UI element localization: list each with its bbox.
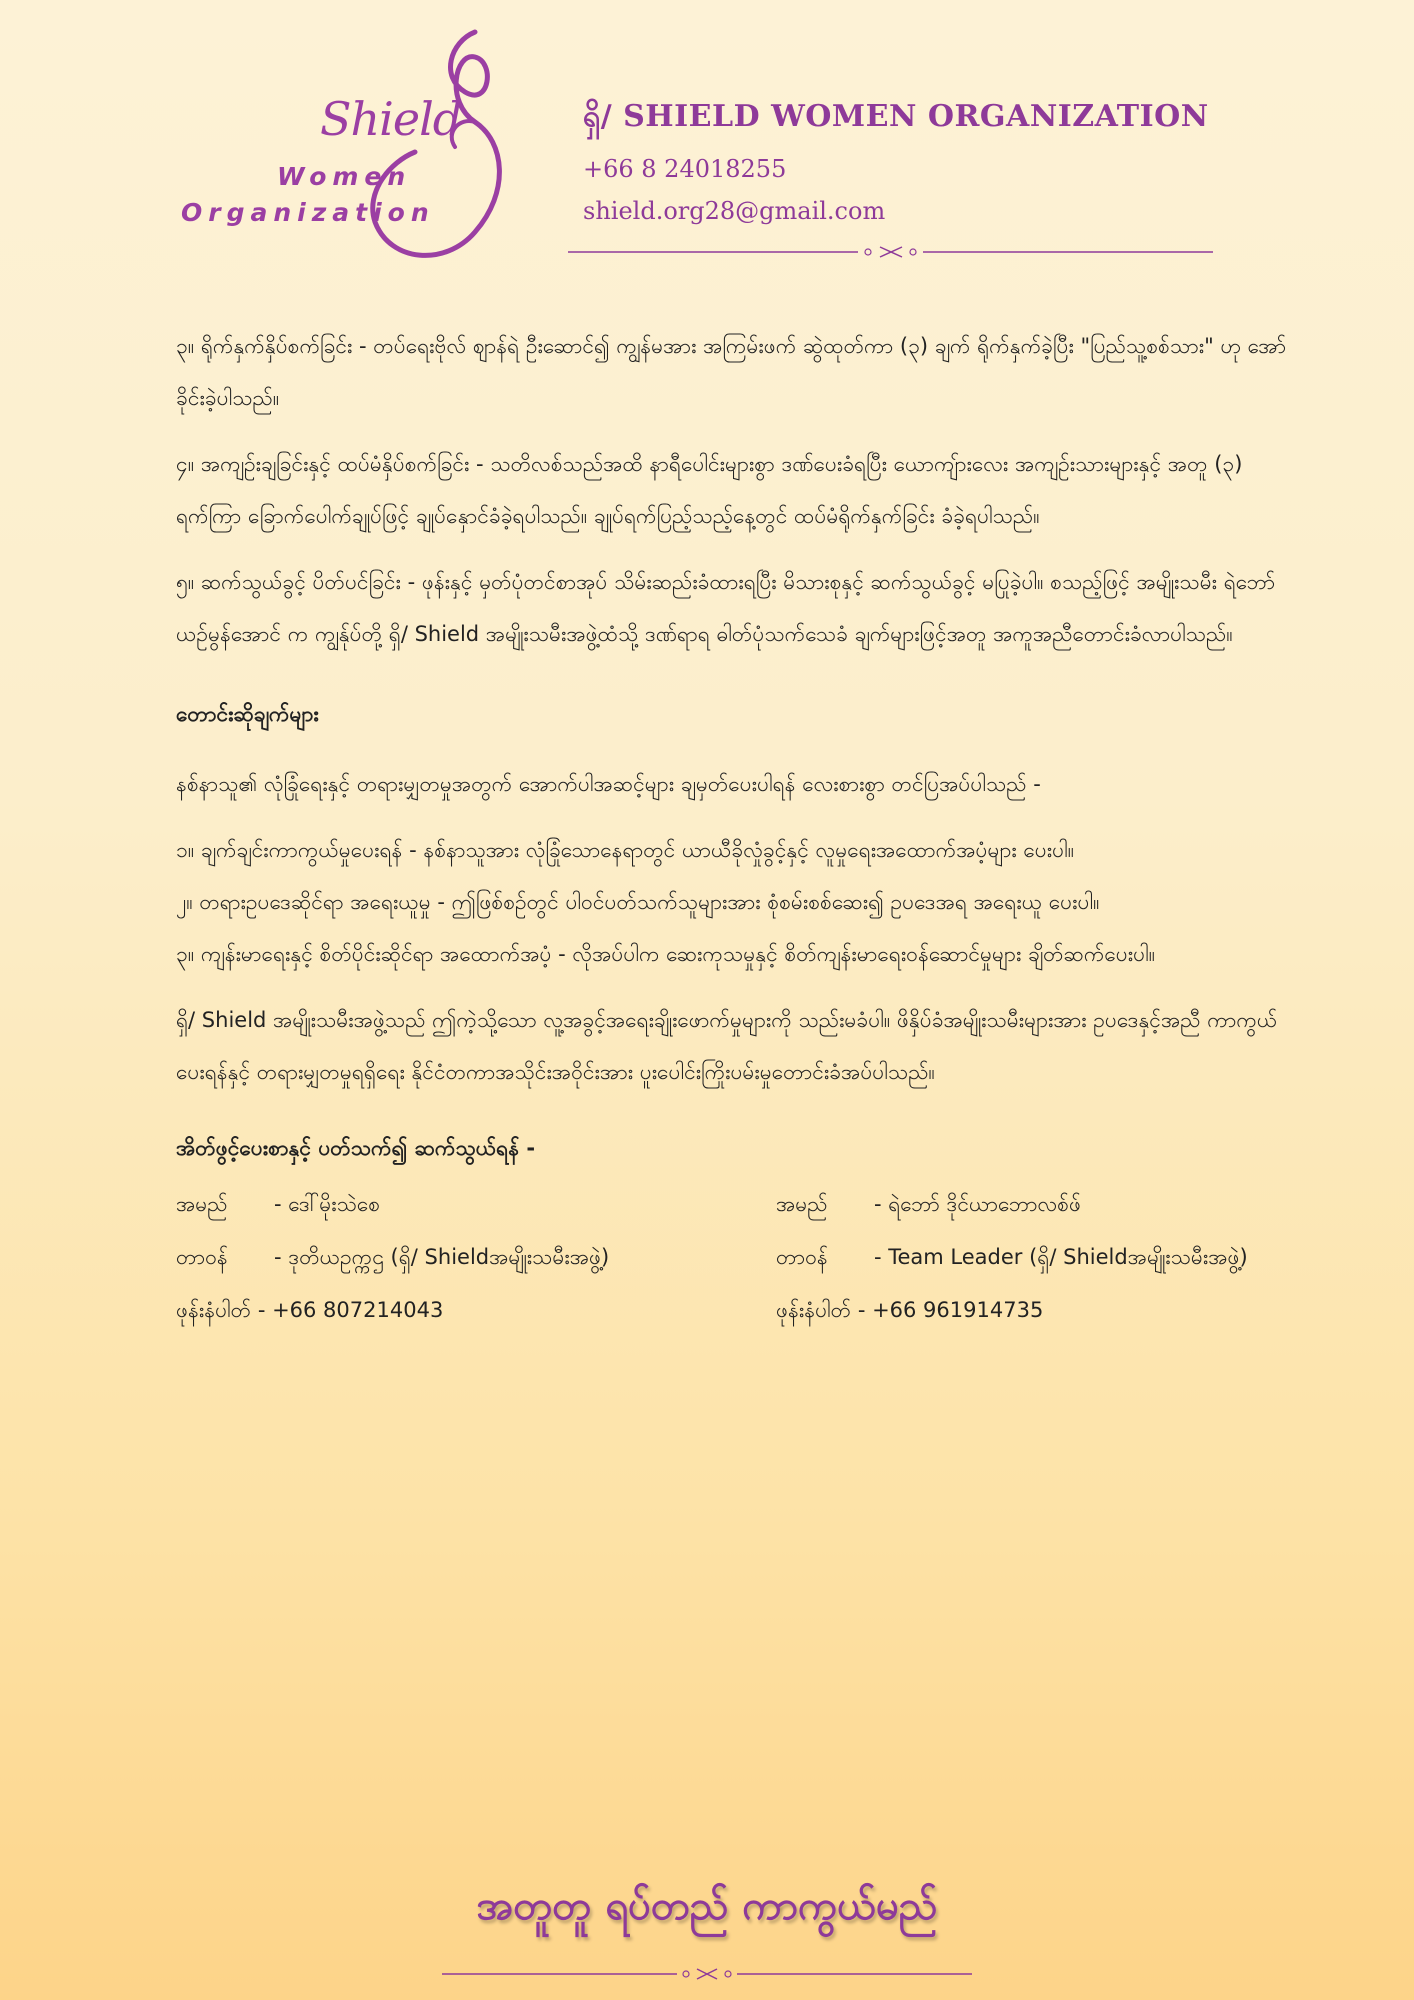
organization-email: shield.org28@gmail.com bbox=[583, 197, 886, 225]
closing-paragraph: ရှိ/ Shield အမျိုးသမီးအဖွဲ့သည် ဤကဲ့သို့သော လူ့အခွင့်အရေးချိုးဖောက်မှုများကို သည်းမခံပါ။ ဖိနှိပ်ခံအမျိုးသမီးများအား ဥပဒေနှင့်အညီ ကာကွယ်ပေးရန်နှင့် တရားမျှတမှုရရှိရေး နိုင်ငံတကာအသိုင်းအဝိုင်းအား ပူးပေါင်းကြိုးပမ်းမှုတောင်းခံအပ်ပါသည်။ bbox=[176, 1008, 1278, 1084]
footer-slogan: အတူတူ ရပ်တည် ကာကွယ်မည် bbox=[476, 1883, 938, 1929]
contact-phone-label: ဖုန်းနံပါတ် bbox=[176, 1298, 252, 1322]
contact-phone-value: - +66 807214043 bbox=[257, 1298, 444, 1322]
contact-role-label: တာဝန် bbox=[776, 1245, 828, 1269]
paragraph-3: ၃။ ရိုက်နှက်နှိပ်စက်ခြင်း - တပ်ရေးဗိုလ် ဈာန်ရဲ ဦးဆောင်၍ ကျွန်မအား အကြမ်းဖက် ဆွဲထုတ်ကာ (၃) ချက် ရိုက်နှက်ခဲ့ပြီး "ပြည်သူ့စစ်သား" ဟု အော်ခိုင်းခဲ့ပါသည်။ bbox=[176, 334, 1287, 410]
contact-phone-label: ဖုန်းနံပါတ် bbox=[776, 1298, 852, 1322]
organization-logo bbox=[175, 22, 535, 272]
paragraph-5: ၅။ ဆက်သွယ်ခွင့် ပိတ်ပင်ခြင်း - ဖုန်းနှင့် မှတ်ပုံတင်စာအုပ် သိမ်းဆည်းခံထားရပြီး မိသားစုနှင့် ဆက်သွယ်ခွင့် မပြုခဲ့ပါ။ စသည့်ဖြင့် အမျိုးသမီး ရဲဘော် ယဉ်မွန်အောင် က ကျွန်ုပ်တို့ ရှိ/ Shield အမျိုးသမီးအဖွဲ့ထံသို့ ဒဏ်ရာရ ဓါတ်ပုံသက်သေခံ ချက်များဖြင့်အတူ အကူအညီတောင်းခံလာပါသည်။ bbox=[176, 570, 1276, 646]
logo-organization-text: Organization bbox=[181, 198, 435, 227]
request-item-1: ၁။ ချက်ချင်းကာကွယ်မှုပေးရန် - နစ်နာသူအား လုံခြုံသောနေရာတွင် ယာယီခိုလှုံခွင့်နှင့် လူမှုရေးအထောက်အပံ့များ ပေးပါ။ bbox=[176, 838, 1075, 862]
contacts-block bbox=[176, 1178, 1306, 1337]
contact-role-label: တာဝန် bbox=[176, 1245, 228, 1269]
letter-body bbox=[176, 320, 1306, 1337]
header-divider bbox=[568, 246, 1213, 258]
requests-intro: နစ်နာသူ၏ လုံခြုံရေးနှင့် တရားမျှတမှုအတွက် အောက်ပါအဆင့်များ ချမှတ်ပေးပါရန် လေးစားစွာ တင်ပြအပ်ပါသည် - bbox=[176, 772, 1041, 796]
organization-name: ရှိ/ SHIELD WOMEN ORGANIZATION bbox=[583, 99, 1209, 134]
paragraph-4: ၄။ အကျဉ်းချခြင်းနှင့် ထပ်မံနှိပ်စက်ခြင်း - သတိလစ်သည်အထိ နာရီပေါင်းများစွာ ဒဏ်ပေးခံရပြီး ယောကျ်ားလေး အကျဉ်းသားများနှင့် အတူ (၃) ရက်ကြာ ခြောက်ပေါက်ချုပ်ဖြင့် ချုပ်နှောင်ခံခဲ့ရပါသည်။ ချုပ်ရက်ပြည့်သည့်နေ့တွင် ထပ်မံရိုက်နှက်ခြင်း ခံခဲ့ရပါသည်။ bbox=[176, 452, 1243, 528]
organization-phone: +66 8 24018255 bbox=[583, 155, 787, 183]
logo-women-text: Women bbox=[277, 162, 412, 191]
contact-name-label: အမည် bbox=[176, 1192, 228, 1216]
contact-name-label: အမည် bbox=[776, 1192, 828, 1216]
contact-phone-value: - +66 961914735 bbox=[857, 1298, 1044, 1322]
contact-right bbox=[776, 1178, 1306, 1337]
contact-name-value: - ဒေါ်မိုးသဲစေ bbox=[274, 1192, 381, 1216]
request-item-3: ၃။ ကျန်းမာရေးနှင့် စိတ်ပိုင်းဆိုင်ရာ အထောက်အပံ့ - လိုအပ်ပါက ဆေးကုသမှုနှင့် စိတ်ကျန်းမာရေးဝန်ဆောင်မှုများ ချိတ်ဆက်ပေးပါ။ bbox=[176, 942, 1156, 966]
request-item-2: ၂။ တရားဥပဒေဆိုင်ရာ အရေးယူမှု - ဤဖြစ်စဉ်တွင် ပါဝင်ပတ်သက်သူများအား စုံစမ်းစစ်ဆေး၍ ဥပဒေအရ အရေးယူ ပေးပါ။ bbox=[176, 890, 1100, 914]
contact-left bbox=[176, 1178, 776, 1337]
footer-divider bbox=[442, 1968, 972, 1980]
contact-role-value: - Team Leader (ရှိ/ Shieldအမျိုးသမီးအဖွဲ့) bbox=[874, 1245, 1248, 1269]
logo-swirl-icon bbox=[175, 22, 535, 272]
contact-role-value: - ဒုတိယဥက္ကဌ (ရှိ/ Shieldအမျိုးသမီးအဖွဲ့) bbox=[274, 1245, 610, 1269]
letterhead bbox=[583, 96, 1209, 225]
contact-name-value: - ရဲဘော် ဒိုင်ယာဘောလစ်ဖ် bbox=[874, 1192, 1081, 1216]
logo-shield-text: Shield bbox=[320, 92, 462, 146]
requests-heading: တောင်းဆိုချက်များ bbox=[176, 702, 319, 726]
contacts-heading: အိတ်ဖွင့်ပေးစာနှင့် ပတ်သက်၍ ဆက်သွယ်ရန် - bbox=[176, 1136, 536, 1160]
